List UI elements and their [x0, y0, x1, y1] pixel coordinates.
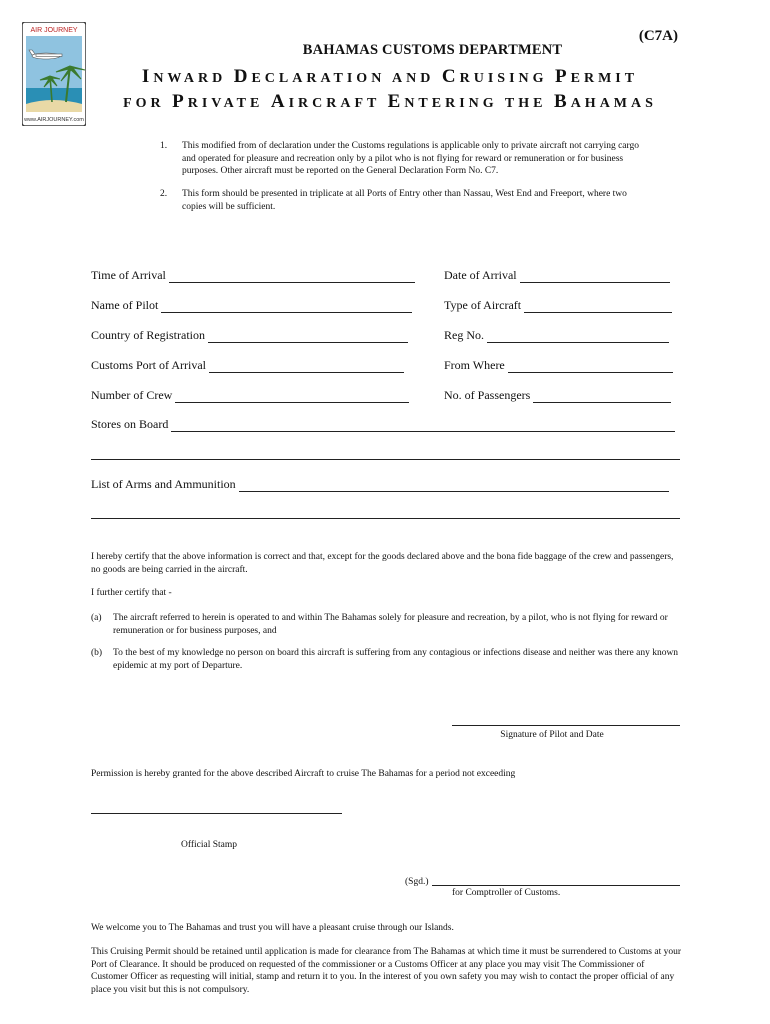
svg-text:AIR JOURNEY: AIR JOURNEY [30, 27, 78, 34]
form-code: (C7A) [638, 28, 678, 44]
sgd-label: (Sgd.) [405, 877, 429, 887]
signature-label: Signature of Pilot and Date [500, 730, 604, 740]
country-of-registration-field[interactable]: Country of Registration [91, 328, 408, 343]
no-of-passengers-field[interactable]: No. of Passengers [444, 388, 671, 403]
period-line[interactable] [91, 813, 342, 814]
customs-port-field[interactable]: Customs Port of Arrival [91, 358, 404, 373]
form-title-line1: INWARD DECLARATION AND CRUISING PERMIT [141, 66, 639, 87]
time-of-arrival-field[interactable]: Time of Arrival [91, 268, 415, 283]
official-stamp-label: Official Stamp [181, 840, 238, 850]
from-where-field[interactable]: From Where [444, 358, 673, 373]
name-of-pilot-field[interactable]: Name of Pilot [91, 298, 412, 313]
form-title-line2: FOR PRIVATE AIRCRAFT ENTERING THE BAHAMAS [123, 91, 657, 112]
pilot-signature-line[interactable] [452, 725, 680, 726]
number-of-crew-field[interactable]: Number of Crew [91, 388, 409, 403]
permission-text: Permission is hereby granted for the above described Aircraft to cruise The Bahamas for a period not exceeding [91, 769, 516, 779]
date-of-arrival-field[interactable]: Date of Arrival [444, 268, 670, 283]
note-1: 1. This modified from of declaration under the Customs regulations is applicable only to private aircraft not carrying cargo and operated for pleasure and recreation only by a pilot who is not flying for reward or remuneration or for business purposes. Other aircraft must be reported on the General Declaration Form No. C7. [160, 141, 640, 176]
comptroller-label: for Comptroller of Customs. [452, 888, 561, 898]
air-journey-logo [22, 22, 86, 126]
note-2: 2. This form should be presented in triplicate at all Ports of Entry other than Nassau, West End and Freeport, where two copies will be sufficient. [160, 189, 627, 212]
arms-ammunition-field[interactable]: List of Arms and Ammunition [91, 477, 669, 492]
stores-on-board-line2[interactable] [91, 459, 680, 460]
type-of-aircraft-field[interactable]: Type of Aircraft [444, 298, 672, 313]
further-certify: I further certify that - [91, 588, 172, 598]
arms-ammunition-line2[interactable] [91, 518, 680, 519]
welcome-text: We welcome you to The Bahamas and trust you will have a pleasant cruise through our Islands. [91, 923, 454, 933]
certify-item-a: (a) The aircraft referred to herein is operated to and within The Bahamas solely for pleasure and recreation, by a pilot, who is not flying for reward or remuneration or for business purposes, and [91, 613, 668, 636]
department-title: BAHAMAS CUSTOMS DEPARTMENT [302, 42, 563, 58]
reg-no-field[interactable]: Reg No. [444, 328, 669, 343]
svg-text:www.AIRJOURNEY.com: www.AIRJOURNEY.com [24, 117, 84, 123]
retain-text: This Cruising Permit should be retained until application is made for clearance from The Bahamas at which time it must be surrendered to Customs at your Port of Clearance. It should be produced on requested of the commissioner or a Customs Officer at any place you may visit The Commissioner of Customer Officer as requesting will initial, stamp and return it to you. In the interest of you own safety you may wish to contact the proper official of any place you visit but this is not compulsory. [91, 947, 682, 995]
certify-statement: I hereby certify that the above information is correct and that, except for the goods declared above and the bona fide baggage of the crew and passengers, no goods are being carried in the aircraft. [91, 552, 674, 575]
certify-item-b: (b) To the best of my knowledge no person on board this aircraft is suffering from any contagious or infections disease and neither was there any known epidemic at my port of Departure. [91, 648, 679, 671]
comptroller-signature-line[interactable] [432, 885, 680, 886]
stores-on-board-field[interactable]: Stores on Board [91, 417, 675, 432]
